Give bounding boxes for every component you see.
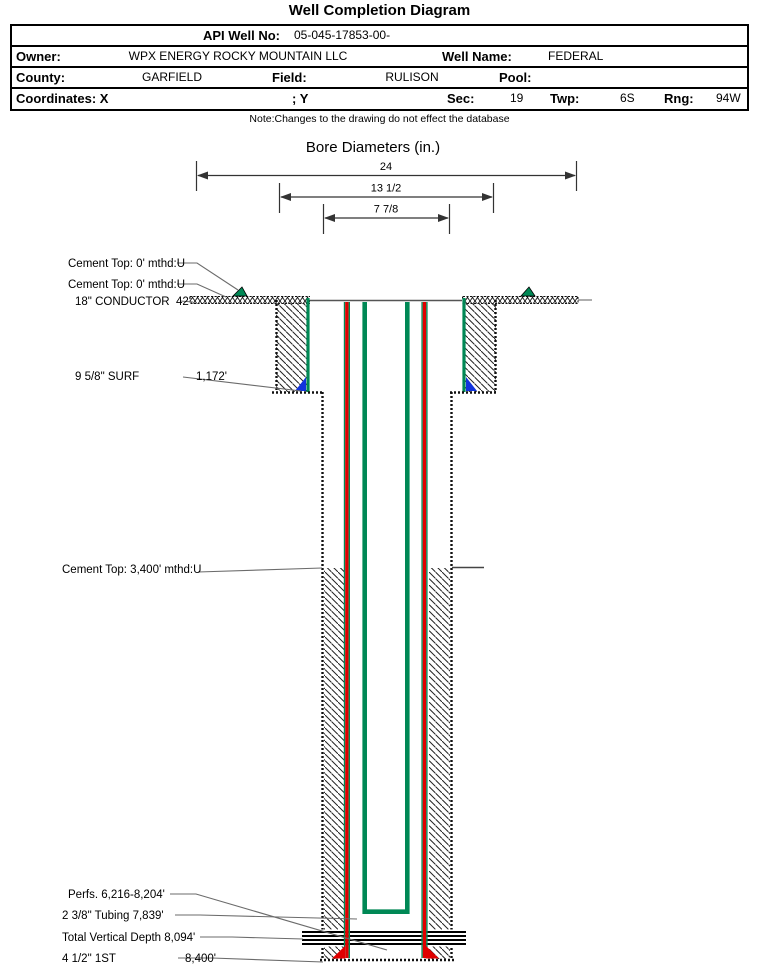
surface-cement-left	[276, 304, 307, 393]
api-value: 05-045-17853-00-	[294, 28, 391, 42]
production-casing-left-edge-outer	[344, 302, 345, 958]
pool-label: Pool:	[499, 70, 532, 85]
well-name-value: FEDERAL	[548, 49, 604, 63]
leader-cement-top-3400	[198, 568, 322, 572]
dim-13-label: 13 1/2	[370, 182, 402, 195]
tubing	[365, 302, 408, 912]
annotation-perfs: Perfs. 6,216-8,204'	[68, 889, 165, 901]
coordinates-y-label: ; Y	[292, 91, 309, 106]
well-name-label: Well Name:	[442, 49, 512, 64]
page-title: Well Completion Diagram	[288, 2, 471, 19]
rng-label: Rng:	[664, 91, 694, 106]
annotation-production-label: 4 1/2" 1ST	[62, 953, 116, 965]
field-label: Field:	[272, 70, 307, 85]
rng-value: 94W	[716, 91, 741, 105]
production-cement-left	[324, 568, 345, 959]
sec-label: Sec:	[447, 91, 475, 106]
bore-diameters-title: Bore Diameters (in.)	[305, 139, 441, 156]
owner-label: Owner:	[16, 49, 61, 64]
sec-value: 19	[510, 91, 524, 105]
twp-value: 6S	[620, 91, 635, 105]
production-casing-right-edge-outer	[426, 302, 427, 958]
coordinates-label: Coordinates: X	[16, 91, 109, 106]
annotation-cement-top-2: Cement Top: 0' mthd:U	[68, 279, 186, 291]
database-note: Note:Changes to the drawing do not effect the database	[249, 113, 510, 125]
production-casing-left-edge-inner	[349, 302, 350, 958]
leader-cement-top-1	[177, 263, 238, 290]
annotation-tvd: Total Vertical Depth 8,094'	[62, 932, 196, 944]
annotation-cement-top-1: Cement Top: 0' mthd:U	[68, 258, 186, 270]
annotation-surf-depth: 1,172'	[196, 371, 227, 383]
production-casing-right	[421, 302, 427, 958]
dim-7-7-8	[324, 204, 450, 235]
annotation-cement-top-3400: Cement Top: 3,400' mthd:U	[62, 564, 202, 576]
county-value: GARFIELD	[141, 70, 202, 84]
annotation-conductor: 18" CONDUCTOR 42'	[75, 296, 191, 308]
field-value: RULISON	[385, 70, 439, 84]
annotation-tubing: 2 3/8" Tubing 7,839'	[62, 910, 164, 922]
surface-cement-right	[465, 304, 496, 393]
annotation-surf-label: 9 5/8" SURF	[75, 371, 140, 383]
production-casing-left	[344, 302, 350, 958]
production-casing-left-body	[345, 302, 348, 958]
county-label: County:	[16, 70, 66, 85]
production-casing-right-body	[423, 302, 426, 958]
cement-top-marker-right	[521, 287, 535, 296]
production-cement-right	[429, 568, 450, 959]
twp-label: Twp:	[550, 91, 580, 106]
api-label: API Well No:	[202, 28, 280, 43]
dim-7-label: 7 7/8	[373, 203, 399, 216]
owner-value: WPX ENERGY ROCKY MOUNTAIN LLC	[128, 49, 348, 63]
annotation-production-depth: 8,400'	[185, 953, 216, 965]
leader-tvd	[200, 937, 303, 939]
production-casing-right-edge-inner	[421, 302, 422, 958]
dim-24-label: 24	[379, 161, 393, 173]
